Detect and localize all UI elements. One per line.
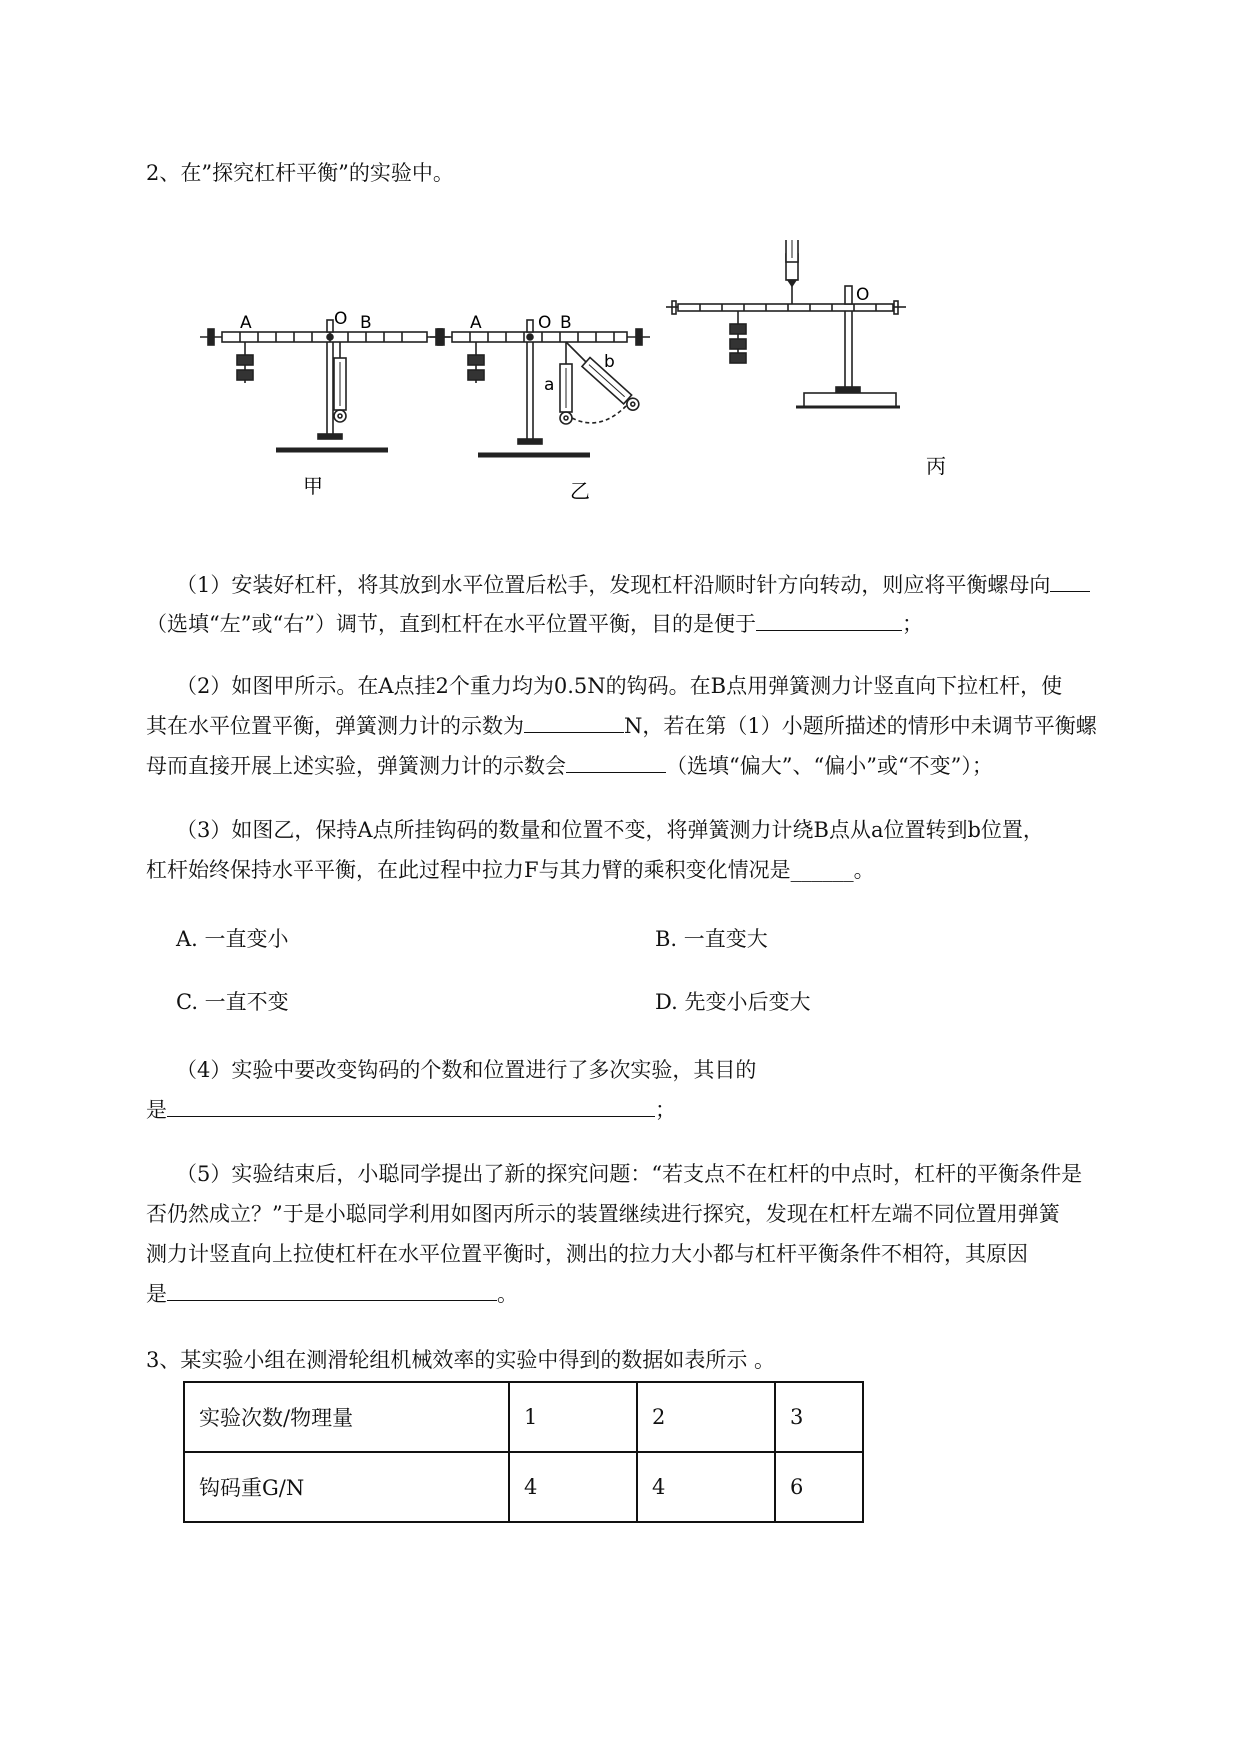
q2-part2-text2: 其在水平位置平衡，弹簧测力计的示数为 [146,714,524,738]
figure-yi [430,320,650,455]
q2-part1-line2 [146,609,923,639]
q2-part1-line1 [176,570,1090,600]
answer-blank-5[interactable] [167,1280,497,1301]
label-B-jia: B [360,313,372,333]
q2-part4-line2 [146,1095,676,1125]
answer-blank-2a[interactable] [524,712,624,733]
q2-part2-line1: （2）如图甲所示。在A点挂2个重力均为0.5N的钩码。在B点用弹簧测力计竖直向下拉杠杆，使 [176,674,1063,698]
table-cell: 2 [637,1382,775,1452]
label-b: b [604,352,615,372]
label-O-jia: O [334,309,348,329]
table-cell: 实验次数/物理量 [184,1382,509,1452]
question-2-title: 2、在”探究杠杆平衡”的实验中。 [146,161,454,185]
q2-part1-text1: （1）安装好杠杆，将其放到水平位置后松手，发现杠杆沿顺时针方向转动，则应将平衡螺母向 [176,573,1051,597]
option-C[interactable]: C. 一直不变 [176,990,289,1014]
label-a: a [544,375,555,395]
q2-part2-text3: N，若在第（1）小题所描述的情形中未调节平衡螺 [624,714,1097,738]
table-cell: 4 [509,1452,637,1522]
q2-part5-text5: 。 [497,1282,518,1306]
q2-part5-line2: 否仍然成立？”于是小聪同学利用如图丙所示的装置继续进行探究，发现在杠杆左端不同位置用弹簧 [146,1202,1060,1226]
data-table [183,1381,864,1523]
q2-part2-text5: （选填“偏大”、“偏小”或“不变”）； [666,754,993,778]
q2-part2-line2 [146,711,1097,741]
option-A[interactable]: A. 一直变小 [176,927,289,951]
q2-part3-line1: （3）如图乙，保持A点所挂钩码的数量和位置不变，将弹簧测力计绕B点从a位置转到b位置， [176,818,1044,842]
label-O-yi: O [538,313,552,333]
answer-blank-4[interactable] [167,1096,655,1117]
option-D[interactable]: D. 先变小后变大 [655,990,811,1014]
q2-part5-line1: （5）实验结束后，小聪同学提出了新的探究问题：“若支点不在杠杆的中点时，杠杆的平衡条件是 [176,1162,1083,1186]
label-O-bing: O [856,285,870,305]
lever-experiment-figure [200,240,1020,510]
table-row [184,1452,863,1522]
table-cell: 钩码重G/N [184,1452,509,1522]
q2-part5-line4 [146,1279,518,1309]
figure-jia [200,320,450,450]
option-B[interactable]: B. 一直变大 [655,927,768,951]
q2-part4-text3: ； [655,1098,676,1122]
table-cell: 1 [509,1382,637,1452]
q2-part2-text4: 母而直接开展上述实验，弹簧测力计的示数会 [146,754,566,778]
table-cell: 3 [775,1382,863,1452]
figure-bing [666,240,906,407]
question-3-title: 3、某实验小组在测滑轮组机械效率的实验中得到的数据如表所示 。 [146,1348,776,1372]
caption-jia: 甲 [303,474,323,498]
table-cell: 6 [775,1452,863,1522]
q2-part1-text2: （选填“左”或“右”）调节，直到杠杆在水平位置平衡，目的是便于 [146,612,756,636]
q2-part5-line3: 测力计竖直向上拉使杠杆在水平位置平衡时，测出的拉力大小都与杠杆平衡条件不相符，其原因 [146,1242,1028,1266]
q2-part4-line1: （4）实验中要改变钩码的个数和位置进行了多次实验，其目的 [176,1058,757,1082]
table-row [184,1382,863,1452]
answer-blank-1a[interactable] [1050,571,1090,592]
caption-yi: 乙 [570,479,590,503]
caption-bing: 丙 [926,454,946,478]
label-B-yi: B [560,313,572,333]
q2-part4-text2: 是 [146,1098,167,1122]
label-A-jia: A [240,313,252,333]
answer-blank-1b[interactable] [756,610,902,631]
answer-blank-2b[interactable] [566,752,666,773]
q2-part5-text4: 是 [146,1282,167,1306]
q2-part1-text3: ； [901,612,923,636]
q2-part3-line2: 杠杆始终保持水平平衡，在此过程中拉力F与其力臂的乘积变化情况是______。 [146,858,875,882]
table-cell: 4 [637,1452,775,1522]
q2-part2-line3 [146,751,993,781]
label-A-yi: A [470,313,482,333]
